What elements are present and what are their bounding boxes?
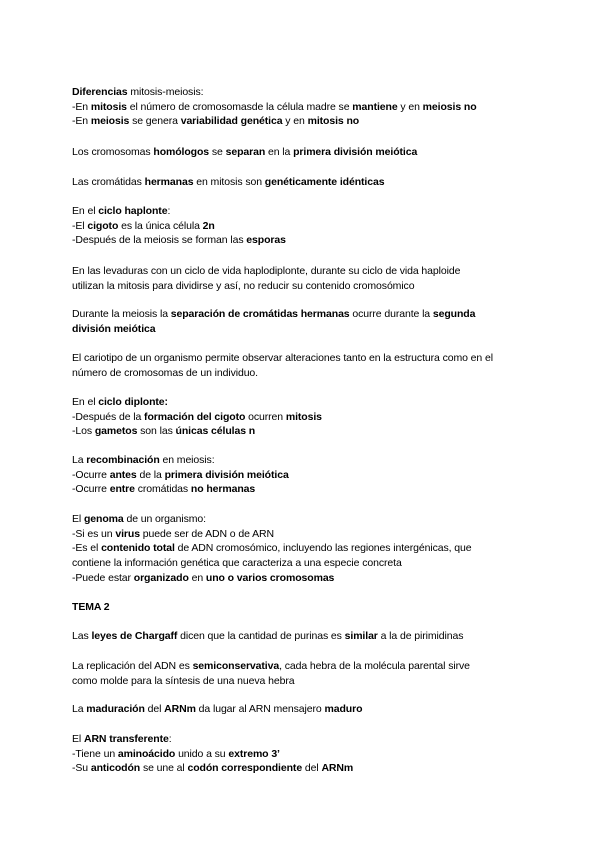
text-run: del: [144, 703, 165, 715]
text-run: Las cromátidas: [72, 176, 145, 188]
text-run: mitosis-meiosis:: [127, 86, 204, 98]
section-title: [72, 453, 534, 468]
text-run: TEMA 2: [72, 601, 110, 613]
text-run: La: [72, 703, 87, 715]
list-item: [72, 219, 534, 234]
text-run: similar: [344, 630, 378, 642]
text-run: son las: [137, 425, 176, 438]
text-run: en mitosis son: [193, 176, 265, 188]
text-run: homólogos: [153, 146, 210, 158]
text-run: , cada hebra de la molécula parental sirve: [279, 660, 470, 672]
text-run: El: [72, 513, 84, 525]
text-run: separación de cromátidas hermanas: [170, 308, 350, 320]
text-run: mantiene: [352, 100, 398, 113]
text-run: recombinación: [86, 454, 160, 466]
section-genoma: [72, 512, 534, 586]
text-run: -Su: [72, 762, 91, 775]
text-line: [72, 307, 534, 322]
list-item: [72, 541, 534, 556]
text-run: leyes de Chargaff: [91, 630, 178, 642]
text-run: Las: [72, 630, 92, 642]
heading-tema-2: [72, 600, 534, 615]
text-run: -Tiene un: [72, 747, 118, 760]
text-run: aminoácido: [117, 747, 176, 760]
text-run: Los cromosomas: [72, 146, 154, 158]
text-run: En el: [72, 396, 99, 408]
text-run: uno o varios cromosomas: [205, 571, 335, 584]
text-run: Durante la meiosis la: [72, 308, 171, 320]
text-run: y en: [397, 100, 423, 113]
text-run: :: [167, 205, 171, 217]
section-title: [72, 732, 534, 747]
section-title: [72, 512, 534, 527]
text-run: anticodón: [90, 762, 141, 775]
text-run: meiosis no: [422, 100, 477, 113]
list-item: [72, 424, 534, 439]
section-title: [72, 395, 534, 410]
text-run: maduro: [324, 703, 363, 715]
text-line: [72, 600, 534, 615]
section-title: [72, 204, 534, 219]
text-run: extremo 3’: [228, 747, 280, 760]
text-run: de un organismo:: [123, 513, 206, 525]
text-run: cromátidas: [134, 483, 191, 496]
text-run: da lugar al ARN mensajero: [195, 703, 325, 715]
text-run: virus: [115, 527, 140, 540]
text-run: ARN transferente: [83, 733, 169, 745]
paragraph-levaduras: [72, 264, 534, 293]
text-run: únicas células n: [175, 425, 256, 438]
text-run: formación del cigoto: [144, 410, 246, 423]
text-run: contenido total: [101, 542, 175, 555]
list-item: [72, 468, 534, 483]
text-run: de la: [136, 468, 165, 481]
text-run: :: [168, 733, 172, 745]
list-item: [72, 747, 534, 762]
list-item: [72, 571, 534, 586]
paragraph-chargaff: [72, 629, 534, 644]
text-run: La replicación del ADN es: [72, 660, 193, 672]
text-run: antes: [109, 468, 137, 481]
text-run: en la: [265, 146, 294, 158]
text-run: ciclo diplonte:: [98, 396, 168, 408]
text-run: En las levaduras con un ciclo de vida haplodiplonte, durante su ciclo de vida haploide: [72, 265, 461, 277]
text-run: como molde para la síntesis de una nueva hebra: [72, 674, 295, 687]
text-line: [72, 175, 534, 190]
section-haplonte: [72, 204, 534, 248]
text-line: [72, 629, 534, 644]
text-run: hermanas: [144, 176, 194, 188]
text-run: unido a su: [175, 747, 229, 760]
list-item: [72, 482, 534, 497]
text-run: utilizan la mitosis para dividirse y así, no reducir su contenido cromosómico: [72, 279, 415, 292]
text-run: se: [209, 146, 226, 158]
text-run: -Es el: [72, 542, 102, 555]
text-run: -El: [72, 219, 88, 232]
text-run: -Ocurre: [72, 483, 110, 496]
text-run: -Los: [72, 425, 95, 438]
text-run: -Después de la: [72, 410, 145, 423]
text-run: -Ocurre: [72, 468, 110, 481]
list-item: [72, 410, 534, 425]
text-line: [72, 659, 534, 674]
section-title: [72, 85, 534, 100]
text-run: y en: [282, 115, 308, 128]
text-run: esporas: [246, 234, 286, 247]
text-run: del: [302, 762, 322, 775]
text-run: a la de pirimidinas: [377, 630, 464, 642]
text-run: meiosis: [90, 115, 130, 128]
text-run: en: [188, 571, 206, 584]
text-run: genoma: [83, 513, 124, 525]
paragraph-replicacion: [72, 659, 534, 688]
section-diplonte: [72, 395, 534, 439]
text-run: entre: [109, 483, 135, 496]
text-run: -En: [72, 115, 91, 128]
text-run: en meiosis:: [159, 454, 215, 466]
text-run: se genera: [129, 115, 181, 128]
text-run: segunda: [432, 308, 476, 320]
text-run: Diferencias: [72, 86, 128, 98]
text-run: -Después de la meiosis se forman las: [72, 234, 247, 247]
text-run: gametos: [94, 425, 138, 438]
text-run: -Si es un: [72, 527, 116, 540]
text-run: primera división meiótica: [164, 468, 289, 481]
list-item: [72, 114, 534, 129]
text-line: [72, 702, 534, 717]
text-run: se une al: [140, 762, 188, 775]
text-run: primera división meiótica: [293, 146, 418, 158]
text-run: ciclo haplonte: [98, 205, 168, 217]
list-item: [72, 233, 534, 248]
text-run: dicen que la cantidad de purinas es: [177, 630, 345, 642]
text-run: -En: [72, 100, 91, 113]
text-run: puede ser de ADN o de ARN: [139, 527, 274, 540]
text-run: ocurre durante la: [349, 308, 433, 320]
section-recombinacion: [72, 453, 534, 497]
text-run: de ADN cromosómico, incluyendo las regiones intergénicas, que: [174, 542, 472, 555]
paragraph-cariotipo: [72, 351, 534, 380]
text-run: no hermanas: [190, 483, 256, 496]
section-diferencias: [72, 85, 534, 129]
text-run: genéticamente idénticas: [264, 176, 385, 188]
text-run: el número de cromosomasde la célula madre se: [126, 100, 353, 113]
text-run: cigoto: [87, 219, 119, 232]
text-run: El: [72, 733, 84, 745]
text-run: 2n: [202, 219, 215, 232]
text-run: semiconservativa: [192, 660, 280, 672]
text-run: mitosis no: [307, 115, 360, 128]
paragraph-separacion: [72, 307, 534, 336]
list-item: [72, 527, 534, 542]
text-run: ocurren: [245, 410, 286, 423]
text-run: En el: [72, 205, 99, 217]
text-run: división meiótica: [72, 322, 156, 335]
text-run: codón correspondiente: [187, 762, 303, 775]
text-run: número de cromosomas de un individuo.: [72, 366, 258, 379]
text-run: organizado: [133, 571, 189, 584]
text-run: es la única célula: [118, 219, 203, 232]
text-run: variabilidad genética: [180, 115, 283, 128]
paragraph-hermanas: [72, 175, 534, 190]
text-run: separan: [225, 146, 266, 158]
text-run: -Puede estar: [72, 571, 134, 584]
paragraph-maduracion: [72, 702, 534, 717]
text-run: El cariotipo de un organismo permite observar alteraciones tanto en la estructura como en el: [72, 352, 493, 364]
text-run: mitosis: [90, 100, 127, 113]
text-line: [72, 322, 534, 337]
text-run: ARNm: [164, 703, 196, 715]
list-item-continuation: contiene la información genética que caracteriza a una especie concreta: [72, 557, 402, 570]
list-item: [72, 761, 534, 776]
text-run: ARNm: [321, 762, 354, 775]
text-run: maduración: [86, 703, 145, 715]
paragraph-homologos: [72, 145, 534, 160]
section-arn-transferente: [72, 732, 534, 776]
text-run: La: [72, 454, 87, 466]
text-line: [72, 145, 534, 160]
list-item: [72, 100, 534, 115]
text-run: mitosis: [285, 410, 322, 423]
